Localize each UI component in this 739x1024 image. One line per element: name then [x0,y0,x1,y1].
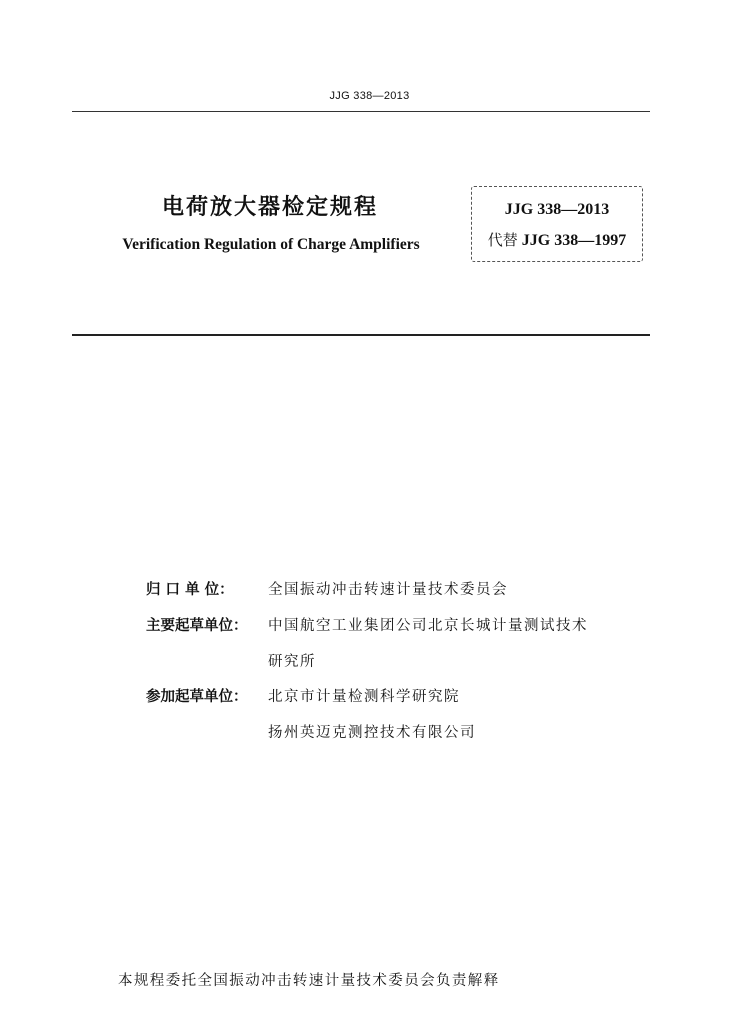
main-drafting-unit-value-line1: 中国航空工业集团公司北京长城计量测试技术 [268,618,588,634]
document-title-chinese: 电荷放大器检定规程 [161,195,378,220]
header-standard-code: JJG 338—2013 [329,90,410,102]
responsible-unit-label: 归 口 单 位： [146,582,234,598]
main-drafting-unit-label: 主要起草单位： [146,618,248,634]
header-divider [72,111,650,112]
participating-unit-value-line2: 扬州英迈克测控技术有限公司 [268,725,476,741]
replaced-standard-code: JJG 338—1997 [521,232,627,249]
participating-unit-label: 参加起草单位： [146,689,248,705]
replaces-prefix: 代替 [487,231,518,249]
document-title-english: Verification Regulation of Charge Amplifiers [122,236,420,253]
replaced-standard [471,229,643,250]
current-standard-code: JJG 338—2013 [504,201,610,218]
interpretation-note: 本规程委托全国振动冲击转速计量技术委员会负责解释 [118,973,500,989]
participating-unit-value-line1: 北京市计量检测科学研究院 [268,689,460,705]
responsible-unit-value: 全国振动冲击转速计量技术委员会 [268,582,508,598]
main-drafting-unit-value-line2: 研究所 [268,654,316,670]
title-divider [72,334,650,336]
standard-code-box [471,186,643,262]
